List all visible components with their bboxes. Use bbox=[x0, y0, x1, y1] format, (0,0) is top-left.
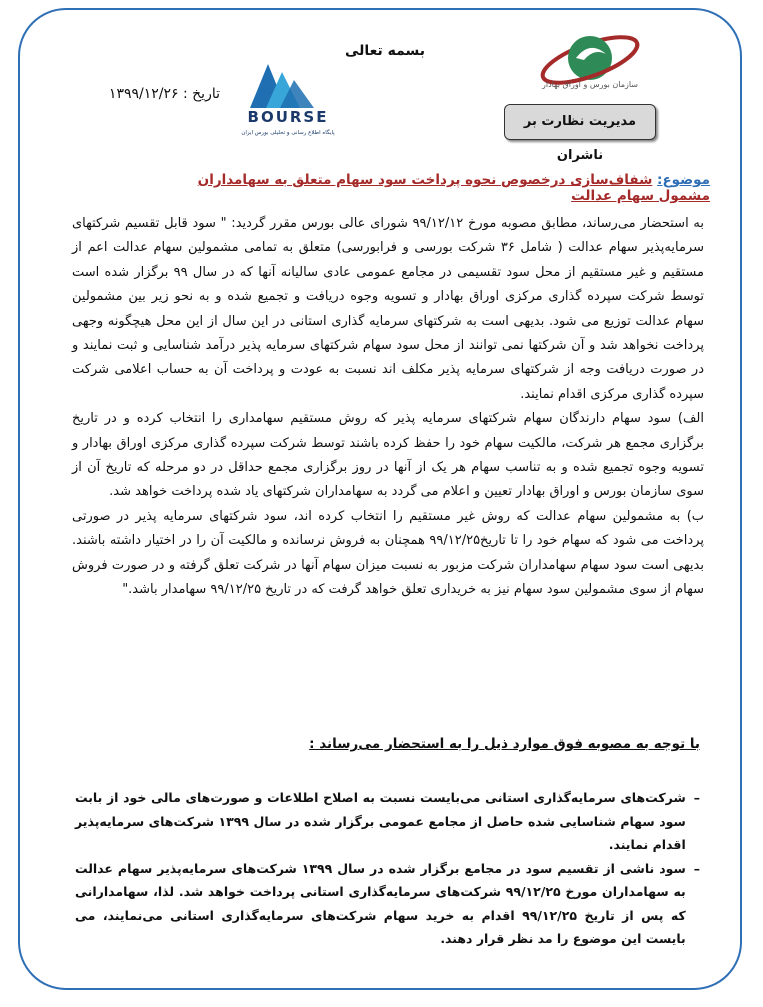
conclusion-text: با توجه به مصوبه فوق موارد ذیل را به استحضار می‌رساند : bbox=[309, 736, 700, 752]
bullet-list bbox=[75, 786, 700, 951]
bismillah: بسمه تعالی bbox=[344, 43, 426, 59]
bourse-logo-subtitle: پایگاه اطلاع رسانی و تحلیلی بورس ایران bbox=[241, 130, 335, 136]
bullet-item bbox=[75, 857, 700, 951]
bourse-logo-text: BOURSE bbox=[247, 108, 329, 126]
org-name: سازمان بورس و اوراق بهادار bbox=[541, 80, 638, 89]
department-box: مدیریت نظارت بر ناشران bbox=[504, 104, 656, 140]
subject-label: موضوع: bbox=[657, 172, 710, 188]
dash-bullet-icon: – bbox=[693, 790, 700, 805]
bullet-text: سود ناشی از تقسیم سود در مجامع برگزار شده در سال ۱۳۹۹ شرکت‌های سرمایه‌پذیر سهام عدالت به سهامداران مورخ ۹۹/۱۲/۲۵ شرکت‌های سرمایه‌گذاری استانی پرداخت خواهد شد. لذا، سهامدارانی که پس از تاریخ ۹۹/۱۲/۲۵ اقدام به خرید سهام شرکت‌های سرمایه‌گذاری استانی می‌نمایند، می بایست این موضوع را مد نظر قرار دهند. bbox=[75, 860, 686, 946]
bourse-logo bbox=[238, 62, 338, 142]
paragraph-intro: به استحضار می‌رساند، مطابق مصوبه مورخ ۹۹/۱۲/۱۲ شورای عالی بورس مقرر گردید: " سود قابل تقسیم شرکتهای سرمایه‌پذیر سهام عدالت ( شامل ۳۶ شرکت بورسی و فرابورسی) متعلق به تمامی مشمولین سهام عدالت اعم از مستقیم و غیر مستقیم از محل سود تقسیمی در مجامع عمومی عادی سالیانه آنها که در سال ۹۹ برگزار شده است توسط شرکت سپرده گذاری مرکزی اوراق بهادار و تسویه وجوه دریافت و تجمیع شده و به نحو زیر بین مشمولین سهام عدالت توزیع می شود. بدیهی است به شرکتهای سرمایه گذاری استانی در این سال از این محل هیچگونه وجهی پرداخت نخواهد شد و آن شرکتها نمی توانند از محل سود سهام شرکتهای سرمایه پذیر درآمد شناسایی و ثبت نمایند و در صورت دریافت وجه از شرکتهای سرمایه پذیر مکلف اند نسبت به عودت و پرداخت آن به حساب اعلامی شرکت سپرده گذاری مرکزی اقدام نمایند. bbox=[72, 216, 704, 402]
bullet-item bbox=[75, 786, 700, 857]
subject-text: شفاف‌سازی درخصوص نحوه پرداخت سود سهام متعلق به سهامداران مشمول سهام عدالت bbox=[197, 172, 710, 204]
paragraph-be: ب) به مشمولین سهام عدالت که روش غیر مستقیم را انتخاب کرده اند، سود شرکتهای سرمایه پذیر در صورتی پرداخت می شود که سهام خود را تا تاریخ۹۹/۱۲/۲۵ همچنان به فروش نرسانده و مالکیت آن را در اختیار داشته باشند. بدیهی است سود سهام سهامداران شرکت مزبور به نسبت میزان سهام آنها در شرکت تعلق گرفته و در صورت فروش سهام از سوی مشمولین سود سهام نیز به خریداری تعلق خواهد گرفت که در تاریخ ۹۹/۱۲/۲۵ سهامدار باشد." bbox=[72, 508, 704, 598]
bullet-text: شرکت‌های سرمایه‌گذاری استانی می‌بایست نسبت به اصلاح اطلاعات و صورت‌های مالی خود از بابت سود سهام شناسایی شده حاصل از مجامع عمومی برگزار شده در سال ۱۳۹۹ شرکت‌های سرمایه‌پذیر اقدام نمایند. bbox=[75, 790, 686, 852]
subject-line bbox=[150, 172, 710, 204]
letter-date: تاریخ : ۱۳۹۹/۱۲/۲۶ bbox=[108, 86, 220, 102]
paragraph-alef: الف) سود سهام دارندگان سهام شرکتهای سرمایه پذیر که روش مستقیم سهامداری را انتخاب کرده و در تاریخ برگزاری مجمع هر شرکت، مالکیت سهام خود را حفظ کرده باشند توسط شرکت سپرده گذاری مرکزی اوراق بهادار و تسویه وجوه تجمیع شده و به تناسب سهام هر یک از آنها در روز برگزاری مجمع حداقل در دو مرحله که تاریخ آن از سوی سازمان بورس و اوراق بهادار تعیین و اعلام می گردد به سهامداران شرکتهای یاد شده پرداخت خواهد شد. bbox=[72, 411, 704, 500]
conclusion-heading bbox=[280, 736, 700, 752]
letter-body bbox=[72, 212, 704, 603]
dash-bullet-icon: – bbox=[693, 860, 700, 876]
